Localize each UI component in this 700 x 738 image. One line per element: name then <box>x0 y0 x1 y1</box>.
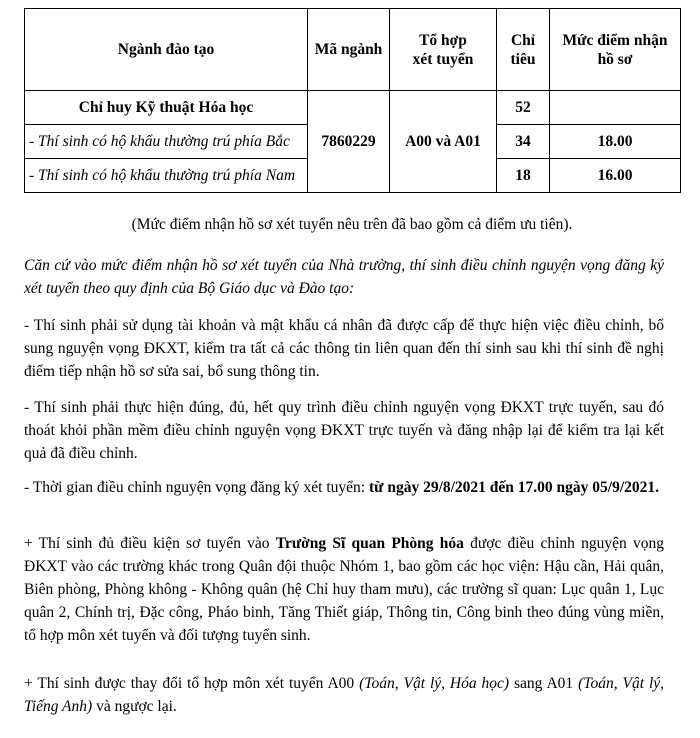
score-cell <box>550 91 681 125</box>
score-cell: 16.00 <box>550 159 681 193</box>
header-major: Ngành đào tạo <box>25 9 308 91</box>
score-cell: 18.00 <box>550 125 681 159</box>
major-cell: - Thí sinh có hộ khẩu thường trú phía Nam <box>25 159 308 193</box>
quota-cell: 52 <box>497 91 550 125</box>
admission-table <box>24 8 681 193</box>
paragraph-combo-change: + Thí sinh được thay đổi tổ hợp môn xét tuyển A00 (Toán, Vật lý, Hóa học) sang A01 (Toán, Vật lý, Tiếng Anh) và ngược lại. <box>24 675 664 715</box>
code-cell: 7860229 <box>308 91 390 193</box>
intro-paragraph: Căn cứ vào mức điểm nhận hồ sơ xét tuyển của Nhà trường, thí sinh điều chỉnh nguyện vọng đăng ký xét tuyển theo quy định của Bộ Giáo dục và Đào tạo: <box>24 257 664 297</box>
header-code: Mã ngành <box>308 9 390 91</box>
score-note: (Mức điểm nhận hồ sơ xét tuyển nêu trên đã bao gồm cả điểm ưu tiên). <box>131 216 573 233</box>
header-quota: Chỉ tiêu <box>497 9 550 91</box>
header-combo: Tổ hợp xét tuyển <box>390 9 497 91</box>
table-header-row <box>25 9 681 91</box>
major-cell: Chỉ huy Kỹ thuật Hóa học <box>25 91 308 125</box>
quota-cell: 34 <box>497 125 550 159</box>
quota-cell: 18 <box>497 159 550 193</box>
header-score: Mức điểm nhận hồ sơ <box>550 9 681 91</box>
paragraph-eligibility: + Thí sinh đủ điều kiện sơ tuyển vào Trường Sĩ quan Phòng hóa được điều chỉnh nguyện vọng ĐKXT vào các trường khác trong Quân đội thuộc Nhóm 1, bao gồm các học viện: Hậu cần, Hải quân, Biên phòng, Phòng không - Không quân (hệ Chỉ huy tham mưu), các trường sĩ quan: Lục quân 1, Lục quân 2, Chính trị, Đặc công, Pháo binh, Tăng Thiết giáp, Thông tin, Công binh theo đúng vùng miền, tổ hợp môn xét tuyển và đối tượng tuyển sinh. <box>24 535 664 644</box>
major-cell: - Thí sinh có hộ khẩu thường trú phía Bắc <box>25 125 308 159</box>
paragraph-account: - Thí sinh phải sử dụng tài khoản và mật khẩu cá nhân đã được cấp để thực hiện việc điều chỉnh, bổ sung nguyện vọng ĐKXT, kiểm tra tất cả các thông tin liên quan đến thí sinh sau khi thí sinh đề nghị điểm tiếp nhận hồ sơ sửa sai, bổ sung thông tin. <box>24 317 664 380</box>
combo-cell: A00 và A01 <box>390 91 497 193</box>
table-row <box>25 91 681 125</box>
paragraph-deadline: - Thời gian điều chỉnh nguyện vọng đăng ký xét tuyển: từ ngày 29/8/2021 đến 17.00 ngày 05/9/2021. <box>24 479 660 496</box>
paragraph-procedure: - Thí sinh phải thực hiện đúng, đủ, hết quy trình điều chỉnh nguyện vọng ĐKXT trực tuyến, sau đó thoát khỏi phần mềm điều chỉnh nguyện vọng ĐKXT trực tuyến và đăng nhập lại để kiểm tra lại kết quả đã điều chỉnh. <box>24 399 664 462</box>
